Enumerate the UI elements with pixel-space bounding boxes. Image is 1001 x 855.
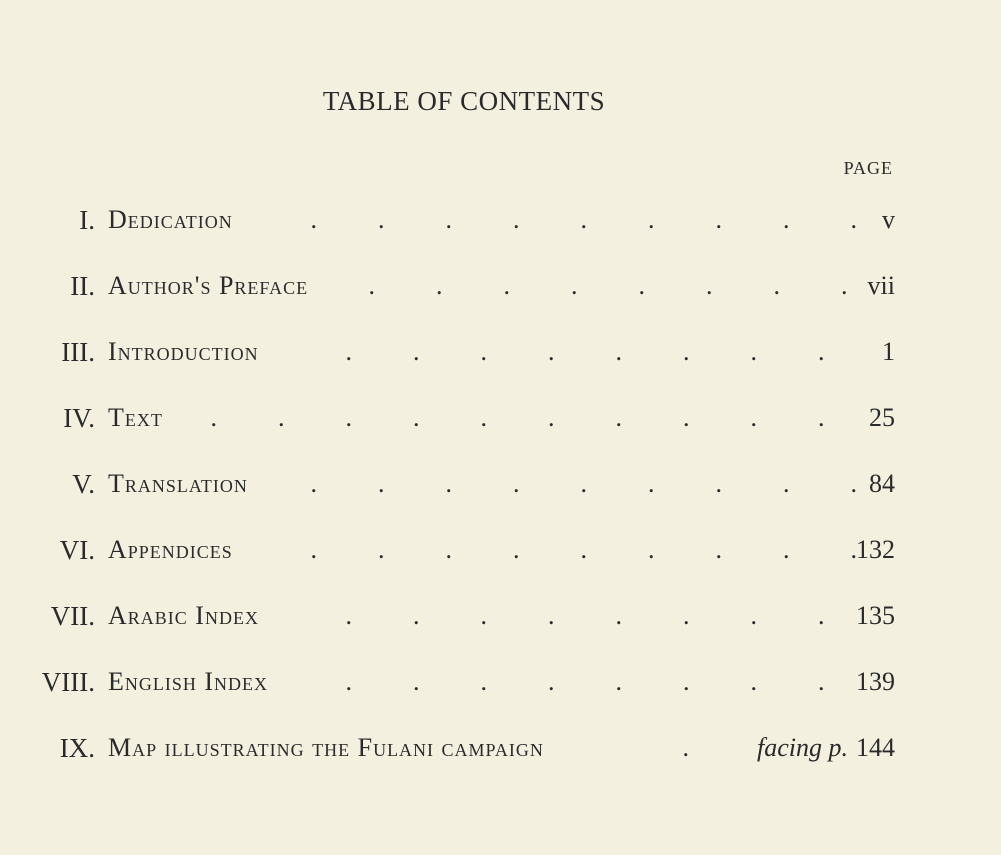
entry-number: II. — [70, 271, 95, 301]
entry-title: Author's Preface — [108, 271, 309, 300]
entry-page: vii — [867, 271, 895, 300]
entry-number: VI. — [59, 535, 95, 565]
toc-entry-arabic-index — [0, 601, 1001, 641]
toc-entry-introduction — [0, 337, 1001, 377]
page-column-header: PAGE — [843, 158, 893, 178]
entry-number: VIII. — [41, 667, 95, 697]
toc-entry-translation — [0, 469, 1001, 509]
entry-number: IX. — [59, 733, 95, 763]
entry-page: 84 — [869, 469, 895, 498]
entry-page: 135 — [856, 601, 895, 630]
entry-number: III. — [61, 337, 95, 367]
toc-entry-english-index — [0, 667, 1001, 707]
entry-title: Translation — [108, 469, 248, 498]
dot-leader: . . . . . . . . . — [310, 535, 857, 564]
toc-entry-dedication — [0, 205, 1001, 245]
toc-entry-map — [0, 733, 1001, 773]
entry-page: v — [882, 205, 895, 234]
entry-number: IV. — [63, 403, 95, 433]
entry-title: Map illustrating the Fulani campaign — [108, 733, 544, 762]
entry-title: Arabic Index — [108, 601, 259, 630]
dot-leader: . . . . . . . . — [345, 337, 825, 366]
entry-page: 132 — [856, 535, 895, 564]
entry-page-group — [757, 733, 895, 763]
entry-title: Introduction — [108, 337, 259, 366]
entry-title: Text — [108, 403, 163, 432]
dot-leader: . — [682, 733, 689, 762]
entry-page: 144 — [856, 733, 895, 762]
entry-page: 139 — [856, 667, 895, 696]
dot-leader: . . . . . . . . — [368, 271, 848, 300]
entry-number: I. — [79, 205, 95, 235]
entry-page: 25 — [869, 403, 895, 432]
facing-note: facing p. — [757, 733, 848, 762]
entry-number: V. — [72, 469, 95, 499]
toc-entry-preface — [0, 271, 1001, 311]
entry-title: English Index — [108, 667, 269, 696]
dot-leader: . . . . . . . . . . — [210, 403, 825, 432]
dot-leader: . . . . . . . . — [345, 667, 825, 696]
dot-leader: . . . . . . . . . — [310, 469, 857, 498]
toc-entry-appendices — [0, 535, 1001, 575]
dot-leader: . . . . . . . . — [345, 601, 825, 630]
entry-title: Appendices — [108, 535, 233, 564]
page-title: TABLE OF CONTENTS — [322, 86, 606, 116]
toc-entry-text — [0, 403, 1001, 443]
dot-leader: . . . . . . . . . — [310, 205, 857, 234]
entry-number: VII. — [50, 601, 95, 631]
entry-title: Dedication — [108, 205, 233, 234]
entry-page: 1 — [882, 337, 895, 366]
